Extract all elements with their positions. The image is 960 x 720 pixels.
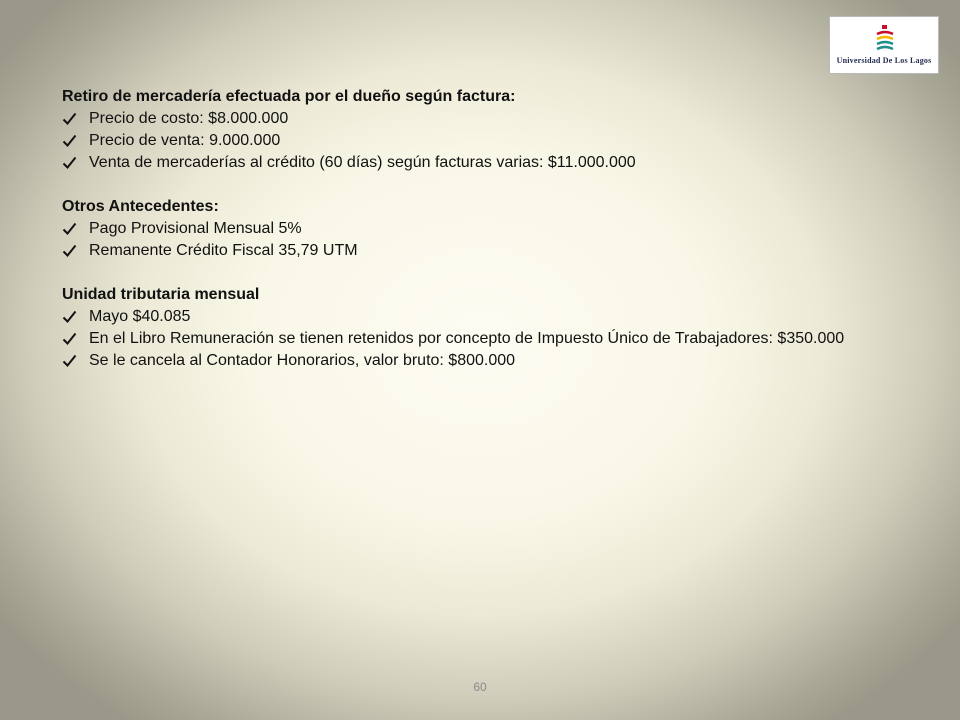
list-item <box>62 306 902 328</box>
list-item-text: Pago Provisional Mensual 5% <box>89 220 302 237</box>
university-name: Universidad De Los Lagos <box>836 56 932 65</box>
checkmark-icon <box>62 354 77 368</box>
list-item <box>62 218 902 240</box>
bullet-list <box>62 108 902 174</box>
section-retiro <box>62 86 902 174</box>
list-item-text: Se le cancela al Contador Honorarios, valor bruto: $800.000 <box>89 352 516 369</box>
list-item <box>62 350 902 372</box>
page-number: 60 <box>473 680 487 694</box>
list-item <box>62 328 902 350</box>
list-item-text: Venta de mercaderías al crédito (60 días) según facturas varias: $11.000.000 <box>89 154 636 171</box>
checkmark-icon <box>62 112 77 126</box>
university-emblem-icon <box>874 25 896 53</box>
list-item-text: Remanente Crédito Fiscal 35,79 UTM <box>89 242 358 259</box>
bullet-list <box>62 218 902 262</box>
section-heading: Retiro de mercadería efectuada por el dueño según factura: <box>62 88 516 105</box>
checkmark-icon <box>62 222 77 236</box>
slide-content <box>62 86 902 394</box>
list-item <box>62 240 902 262</box>
list-item <box>62 130 902 152</box>
checkmark-icon <box>62 332 77 346</box>
section-unidad-tributaria <box>62 284 902 372</box>
list-item <box>62 152 902 174</box>
section-otros-antecedentes <box>62 196 902 262</box>
section-heading: Otros Antecedentes: <box>62 198 219 215</box>
checkmark-icon <box>62 244 77 258</box>
checkmark-icon <box>62 134 77 148</box>
checkmark-icon <box>62 156 77 170</box>
checkmark-icon <box>62 310 77 324</box>
list-item-text: En el Libro Remuneración se tienen retenidos por concepto de Impuesto Único de Trabajadores: $350.000 <box>89 330 845 347</box>
list-item-text: Mayo $40.085 <box>89 308 191 325</box>
section-heading: Unidad tributaria mensual <box>62 286 260 303</box>
list-item-text: Precio de venta: 9.000.000 <box>89 132 281 149</box>
bullet-list <box>62 306 902 372</box>
university-logo <box>829 16 939 74</box>
list-item-text: Precio de costo: $8.000.000 <box>89 110 289 127</box>
list-item <box>62 108 902 130</box>
